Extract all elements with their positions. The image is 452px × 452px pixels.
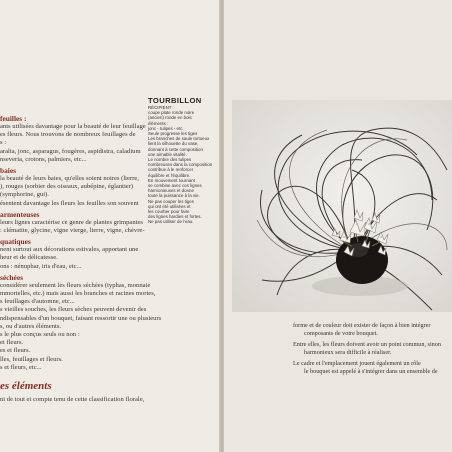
body-text-line: ants utilisées davantage pour la beauté de leur feuillage — [0, 123, 146, 130]
caption-line: RÉCIPIENT : — [148, 105, 174, 110]
body-text-line: et fleurs. — [0, 339, 24, 347]
body-text-line: s vieilles souches, les fleurs sèches peuvent devenir des — [0, 306, 147, 314]
subsection-heading: armenteuses — [0, 209, 40, 219]
caption-line: une aimable vitalité. — [148, 151, 187, 157]
body-text-line: le bouquet est appelé à s'intégrer dans un ensemble de — [304, 368, 438, 375]
body-text-line: ons : nénuphar, iris d'eau, etc... — [0, 262, 82, 270]
body-text-line: aralia, jonc, asparagus, fougères, aspidistra, caladium — [0, 147, 141, 155]
body-text-line: harmonieux sera difficile à réaliser. — [304, 349, 392, 356]
caption-line: des lignes hardies et fortes. — [148, 214, 202, 220]
caption-line: les courber pour faire — [148, 209, 190, 214]
body-text-line: ndispensables d'un bouquet, faisant ressortir une ou plusieurs — [0, 314, 162, 322]
body-text-line: s feuillages d'automne, etc... — [0, 298, 75, 306]
left-page — [0, 0, 221, 452]
caption-line: Ne pas couper les tiges — [148, 198, 194, 204]
tourbillon-arrangement-illustration — [232, 100, 452, 312]
caption-line: nombreuses dans la composition — [148, 162, 213, 168]
section-heading: es éléments — [0, 380, 52, 392]
body-text-line: la beauté de leurs baies, qu'elles soient noires (lierre, — [0, 175, 139, 182]
body-text-line: nseveria, crotons, palmiers, etc... — [0, 155, 87, 163]
caption-line: lient la silhouette du vase, — [148, 141, 199, 147]
body-text-line: Entre elles, les fleurs doivent avoir un point commun, sinon — [293, 341, 441, 348]
body-text-line: Le cadre et l'emplacement jouent également un rôle — [293, 360, 421, 367]
caption-line: toute la puissance à la vie. — [148, 193, 200, 199]
caption-line: Les branches de saule tortueux — [148, 136, 210, 142]
caption-line: donnant à cette composition — [148, 146, 203, 152]
body-text-line: s le plus conçus seuls ou non : — [0, 331, 80, 338]
caption-line: jonc - tulipes - etc. — [148, 125, 184, 131]
body-text-line: ), rouges (sorbier des oiseaux, aubépine, églantier) — [0, 183, 134, 191]
body-text-line: heur et de délicatesse. — [0, 254, 58, 262]
caption-line: (ancien) ronde en bois — [148, 115, 192, 121]
caption-line: Ne pas utiliser de l'eau. — [148, 219, 194, 225]
body-text-line: (symphorine, gui). — [0, 191, 49, 199]
body-text-line: ni de tout et compte tenu de cette classification florale, — [0, 396, 145, 403]
arrangement-photo — [232, 100, 452, 312]
caption-line: En mouvement tournant — [148, 177, 195, 183]
caption-line: éléments : — [148, 120, 169, 126]
body-text-line: es fleurs. Nous trouvons de nombreux feuillages de — [0, 131, 136, 139]
caption-line: qui ont été utilisées et — [148, 203, 191, 209]
subsection-heading: séchées — [0, 272, 23, 282]
caption-title: TOURBILLON — [148, 96, 202, 105]
body-text-line: nent surtout aux décorations estivales, apportant une — [0, 246, 139, 254]
body-text-line: mmortelles, etc.) mais aussi les branches et racines mortes, — [0, 290, 156, 297]
body-text-line: leurs lignes caractérise ce genre de plantes grimpantes — [0, 218, 143, 226]
caption-line: coupe plate ronde noire — [148, 110, 195, 116]
body-text-line: s : — [0, 139, 7, 147]
body-text-line: lles, feuillages et fleurs. — [0, 355, 63, 363]
subsection-heading: feuilles : — [0, 114, 27, 123]
caption-line: contribue à le renforcer — [148, 167, 194, 173]
subsection-heading: baies — [0, 166, 17, 175]
caption-line: harmonieuses et donne — [148, 188, 194, 194]
body-text-line: composants de votre bouquet. — [304, 330, 378, 337]
caption-line: Le nombre des tulipes — [148, 157, 192, 162]
caption-line: se combine avec ces lignes — [148, 183, 202, 188]
body-text-line: s et fleurs, etc... — [0, 363, 42, 371]
body-text-line: es et fleurs. — [0, 347, 31, 355]
body-text-line: ésentent davantage les fleurs les feuilles son souvent — [0, 199, 139, 207]
body-text-line: : clématite, glycine, vigne vierge, lierre, vigne, chèvre- — [0, 227, 145, 234]
subsection-heading: quatiques — [0, 237, 31, 247]
caption-line: équilibre et l'équilibre. — [148, 172, 191, 178]
body-text-line: s, ou d'autres éléments. — [0, 322, 62, 330]
body-text-line: considérer seulement les fleurs séchées (typhas, monnaie — [0, 281, 151, 289]
black-vase — [336, 236, 388, 284]
caption-line: Seule progresse les tiges — [148, 131, 198, 136]
body-text-line: forme et de couleur doit exister de façon à bien intégrer — [293, 322, 431, 329]
